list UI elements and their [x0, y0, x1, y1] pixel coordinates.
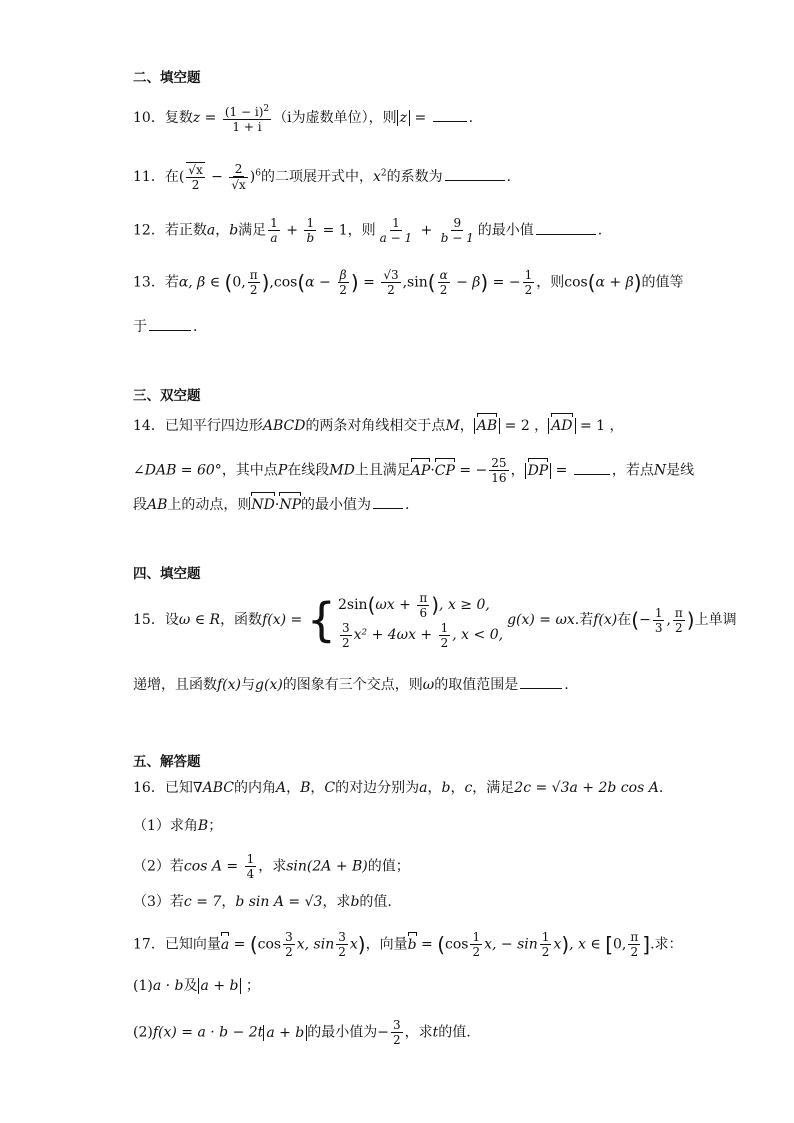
q17-p1-abs: a + b [198, 978, 242, 994]
q17-b-frac-1 [470, 930, 482, 959]
q17-domain-left: 0, [613, 936, 627, 953]
q14-text-2g: = [551, 462, 572, 479]
q12-frac-3 [378, 216, 414, 245]
q15-p2-frac-2-den: 2 [440, 635, 449, 650]
q17-a-frac-1-num: 3 [285, 930, 293, 944]
q16-side-a: a [419, 780, 428, 796]
section-heading-double-blank: 三、双空题 [133, 388, 201, 404]
q10-text: 复数 [164, 110, 193, 126]
q13-text-line2: 于 [133, 319, 147, 335]
q16-p2-expr: sin(2A + B) [286, 858, 368, 875]
q15-omega-2: ω [422, 677, 435, 693]
q14-text-3b: 上的动点，则 [167, 497, 252, 513]
q15-text: 设 [164, 612, 179, 628]
q14-vec-nd: ND [251, 497, 275, 513]
question-16-part-2 [133, 852, 410, 881]
q16-text-1b: 的内角 [233, 780, 276, 796]
q14-frac-num: 25 [491, 456, 507, 470]
answer-blank[interactable] [149, 316, 191, 331]
question-16-part-3 [133, 892, 392, 912]
q14-vec-ad: AD [551, 418, 573, 434]
q15-f-def: f(x) = [262, 612, 307, 628]
question-number: 16． [133, 780, 165, 796]
q13-rhs-1 [381, 268, 400, 297]
question-15-line2: 递增，且函数f(x)与g(x)的图象有三个交点，则ω的取值范围是 . [133, 674, 569, 695]
q11-var-x: x [372, 169, 381, 185]
q16-text-1a: 已知 [164, 780, 193, 796]
q14-point-p: P [277, 462, 288, 479]
q17-a-mid: x, sin [296, 936, 335, 953]
q17-vec-a: a [220, 936, 230, 953]
q14-text-2e: = − [454, 462, 488, 479]
q13-interval-frac [248, 268, 260, 297]
q17-p2-abs: a + b [263, 1025, 307, 1041]
q17-b-cos: cos [445, 936, 469, 953]
q14-vec-ab: AB [476, 418, 498, 434]
q17-p2-frac-den: 2 [393, 1033, 401, 1047]
q10-numerator: (1 − i) [224, 105, 264, 119]
q13-interval-left: 0, [232, 274, 246, 291]
q14-segment-md: MD [329, 462, 355, 479]
q12-frac-3-num: 1 [392, 216, 400, 230]
q17-p1-dot: a · b [152, 978, 184, 994]
q14-angle: ∠DAB = 60° [133, 462, 222, 479]
q13-iv-num: π [249, 268, 258, 282]
q15-p2-frac-num: 3 [341, 620, 350, 635]
q11-frac-b [229, 162, 247, 192]
q17-b-frac-2 [540, 930, 552, 959]
q14-vec-np: NP [279, 497, 302, 513]
q15-p2-cond: , x < 0, [452, 627, 504, 643]
q15-brace: { [306, 593, 336, 647]
q13-cos-2: cos [564, 274, 588, 291]
q16-p3-expr: b sin A = √3 [235, 894, 323, 910]
q15-gx: g(x) [255, 677, 283, 693]
q15-p2-frac-den: 2 [341, 635, 350, 650]
q13-cos-arg: α − [305, 274, 336, 291]
q12-text: 若正数 [164, 222, 207, 239]
q17-eq-2: = [416, 936, 438, 953]
q13-sin-frac-num: α [439, 268, 448, 282]
q13-sin-frac-den: 2 [439, 283, 448, 297]
question-17-part-1 [133, 976, 260, 996]
q16-p3-var: b [350, 894, 360, 910]
q15-piecewise [338, 590, 503, 650]
q13-eq: = [358, 274, 380, 291]
q17-a-frac-2 [336, 930, 348, 959]
q14-abcd: ABCD [262, 418, 306, 434]
q13-cos-frac [337, 268, 349, 297]
question-14 [133, 416, 624, 436]
q16-equation: 2c = √3a + 2b cos A [514, 780, 659, 796]
q10-eq2: = [410, 110, 431, 126]
q14-dot-2: · [274, 497, 280, 513]
q14-text-1a: 已知平行四边形 [164, 418, 263, 434]
q16-angle-c: C [324, 780, 336, 796]
q17-p2-fx: f(x) = a · b − 2t [152, 1024, 264, 1041]
q11-text-mid: 的二项展开式中， [260, 169, 373, 185]
q12-frac-4-num: 9 [453, 216, 462, 230]
q17-p2-label: (2) [133, 1024, 153, 1041]
q17-b-frac-1-num: 1 [472, 930, 481, 944]
q15-iv-2-num: π [674, 605, 683, 620]
question-16 [133, 778, 663, 798]
q14-point-m: M [445, 418, 460, 434]
q12-plus-2: + [416, 222, 437, 239]
q17-p2-text-e: ，求 [404, 1024, 433, 1041]
q15-text-2d: 的取值范围是 [434, 677, 519, 693]
q17-a-frac-1 [283, 930, 295, 959]
q12-frac-2 [304, 216, 316, 245]
q15-text-1d: 上单调 [694, 612, 737, 628]
answer-blank[interactable] [536, 220, 596, 235]
q13-cos: ,cos [269, 274, 298, 291]
q16-p3-sep: ， [221, 894, 236, 910]
q15-iv-frac-1 [653, 606, 665, 635]
q11-text-post: 的系数为 [386, 169, 443, 185]
q16-side-b: b [441, 780, 451, 796]
q17-text-1a: 已知向量 [164, 936, 221, 953]
q15-text-1b: .若 [574, 612, 594, 628]
answer-blank[interactable] [433, 107, 467, 122]
section-heading-fill-blank-4: 四、填空题 [133, 566, 201, 582]
q16-text-1c: 的对边分别为 [335, 780, 420, 796]
q11-power: 6 [255, 168, 261, 179]
q16-p2-cos: cos A = [183, 858, 243, 875]
q13-eq-2: = − [488, 274, 521, 291]
q16-p2-frac [245, 852, 257, 881]
q14-text-2f: ， [510, 462, 525, 479]
q14-frac-den: 16 [491, 471, 507, 485]
q16-p1-var: B [197, 818, 209, 834]
q12-sep: ， [215, 222, 230, 239]
q17-a-cos: cos [257, 936, 282, 953]
q15-p2-poly: x² + 4ωx + [353, 627, 437, 643]
q16-p3-text: （3）若 [133, 894, 184, 910]
answer-blank-2[interactable] [373, 494, 403, 509]
q15-g-def: g(x) = ωx [507, 612, 575, 628]
q17-b-mid: x, − sin [484, 936, 538, 953]
question-16-part-1 [133, 816, 222, 836]
q17-b-frac-2-num: 1 [541, 930, 550, 944]
q16-angle-a: A [275, 780, 287, 796]
q16-text-1e: . [658, 780, 664, 796]
q17-vec-b: b [407, 936, 417, 953]
q13-rhs-1-num: √3 [383, 268, 399, 282]
question-15: 15．设ω ∈ R，函数f(x) = { 2sin(ωx + $\frac{\pi}{6}$ ), x ≥ 0, $\frac{3}{2}$ x² + 4ωx + $\frac{1}{2}$ , x < 0, g(x) = ωx.若f(x)在(− $\frac{1}{3}$ , $\frac{\pi}{2}$ )上单调 [133, 590, 737, 650]
q12-eq: = 1，则 [318, 222, 376, 239]
q15-text-2b: 与 [241, 677, 256, 693]
question-10: 10．复数z = $\frac{(1 - i)^2}{1 + i}$ （i为虚数单位），则 z = . [133, 104, 474, 134]
q11-frac-a [186, 162, 204, 192]
q17-p2-var-t: t [432, 1024, 439, 1041]
q10-exp: 2 [263, 104, 270, 114]
q17-p2-frac-num: 3 [393, 1018, 401, 1032]
answer-blank[interactable] [520, 674, 562, 689]
q11-frac-b-num: 2 [234, 162, 243, 176]
q14-text-2d: 上且满足 [354, 462, 411, 479]
q15-iv-2-den: 2 [675, 620, 683, 635]
question-number: 11． [133, 169, 165, 185]
question-number: 10． [133, 110, 165, 126]
q12-frac-3-den: a − 1 [379, 231, 413, 245]
q13-iv-den: 2 [249, 283, 258, 297]
q15-text-1c: 在 [617, 612, 632, 628]
q15-iv-1-num: 1 [654, 605, 663, 620]
q17-p2-end: 的值. [438, 1024, 471, 1041]
q15-piece-1: 2sin(ωx + $\frac{\pi}{6}$ ), x ≥ 0, [337, 590, 490, 620]
q14-segment-ab: AB [147, 497, 168, 513]
q16-p3-c: c = 7 [183, 894, 222, 910]
q14-vec-cp: CP [434, 462, 455, 479]
q12-frac-2-den: b [306, 231, 315, 245]
q17-a-frac-1-den: 2 [285, 945, 293, 959]
q15-p1-sin: 2sin [337, 597, 368, 613]
q10-eq: = [200, 110, 221, 126]
answer-blank[interactable] [445, 166, 505, 181]
q12-text-post: 的最小值 [477, 222, 534, 239]
q15-text-1a: ，函数 [220, 612, 263, 628]
q17-b-x: x [553, 936, 562, 953]
q13-rhs-2-num: 1 [524, 268, 533, 282]
q14-text-1c: ， [459, 418, 474, 434]
q12-frac-1-den: a [270, 231, 278, 245]
q16-text-1d: ，满足 [472, 780, 515, 796]
q11-minus: − [206, 169, 228, 185]
q11-frac-a-den: 2 [191, 178, 200, 192]
q13-cos-frac-num: β [339, 268, 347, 282]
q15-text-2a: 递增，且函数 [133, 677, 217, 693]
q10-fraction [223, 102, 271, 134]
section-heading-fill-blank-2: 二、填空题 [133, 70, 201, 86]
q14-text-2c: 在线段 [287, 462, 330, 479]
q16-p2-text: （2）若 [133, 858, 184, 875]
q13-text-tail: 的值等 [641, 274, 684, 291]
q13-rhs-2 [523, 268, 535, 297]
q13-cos-frac-den: 2 [339, 283, 347, 297]
q16-p2-frac-den: 4 [246, 867, 255, 881]
q14-vec-ap: AP [410, 462, 431, 479]
q10-var-z: z [192, 110, 201, 126]
q13-sin-arg: − β [451, 274, 481, 291]
q12-frac-4 [439, 216, 476, 245]
q15-p1-frac-num: π [419, 590, 428, 605]
q16-side-c: c [464, 780, 473, 796]
q15-p1-frac-den: 6 [419, 605, 428, 620]
q10-denominator: 1 + i [232, 120, 262, 134]
q12-text-mid: 满足 [238, 222, 267, 239]
question-14-line3: 段AB上的动点，则ND·NP的最小值为 . [133, 494, 409, 515]
q14-fraction [489, 456, 508, 485]
q17-a-frac-2-den: 2 [338, 945, 346, 959]
q17-b-frac-2-den: 2 [541, 945, 550, 959]
q13-cos-2-arg: α + β [595, 274, 634, 291]
q16-p1-text: （1）求角 [133, 818, 198, 834]
q12-plus: + [281, 222, 303, 239]
q11-close: ) [249, 169, 256, 185]
q15-p1-frac [417, 591, 429, 620]
q15-iv-1-den: 3 [654, 620, 663, 635]
answer-blank-1[interactable] [574, 460, 610, 475]
q16-angle-b: B [300, 780, 311, 796]
q14-text-2h: ，若点 [611, 462, 654, 479]
q17-p1-end: ； [241, 978, 260, 994]
q16-c3: ， [427, 780, 442, 796]
q14-text-3c: 的最小值为 [301, 497, 372, 513]
q15-iv-sep: , [666, 612, 671, 628]
q12-frac-1 [268, 216, 280, 245]
question-11: 11．在( $\frac{√x}{2}$ − $\frac{2}{√x}$ )$^6$的二项展开式中，$x^2$的系数为 ． [133, 162, 521, 192]
question-number: 17． [133, 936, 165, 953]
question-13-cont: 于 ． [133, 316, 207, 337]
q12-frac-4-den: b − 1 [440, 231, 474, 245]
q16-c1: ， [286, 780, 301, 796]
q15-fx-2: f(x) [217, 677, 242, 693]
q14-text-1e: = 1 ， [575, 418, 624, 434]
q13-sin: ,sin [402, 274, 428, 291]
q12-frac-2-num: 1 [306, 216, 315, 230]
question-17: 17．已知向量a = (cos $\frac{3}{2}$ x, sin $\frac{3}{2}$ x)，向量b = (cos $\frac{1}{2}$ x, − sin $\frac{1}{2}$ x), x ∈ [0, $\frac{\pi}{2}$ ].求： [133, 930, 683, 959]
q17-p2-frac [391, 1018, 403, 1047]
q16-p1-end: ； [208, 818, 223, 834]
q15-p1-arg: ωx + [375, 597, 416, 613]
q17-a-x: x [349, 936, 358, 953]
q17-p2-text: 的最小值为 [307, 1024, 378, 1041]
q14-text-1d: = 2 ， [500, 418, 549, 434]
question-14-line2 [133, 456, 694, 485]
q11-frac-b-den: √x [231, 178, 246, 192]
question-number: 15． [133, 612, 165, 628]
question-12: 12．若正数a，b满足 $\frac{1}{a}$ + $\frac{1}{b}$ = 1，则 $\frac{1}{a - 1}$ + $\frac{9}{b - 1}$ 的最小值 . [133, 216, 603, 245]
q16-c2: ， [310, 780, 325, 796]
q14-text-1b: 的两条对角线相交于点 [305, 418, 446, 434]
q15-text-2c: 的图象有三个交点，则 [282, 677, 423, 693]
q14-dot: · [430, 462, 435, 479]
q16-p2-frac-num: 1 [246, 852, 255, 866]
q13-vars: α, β ∈ [178, 274, 225, 291]
q12-var-a: a [206, 222, 216, 239]
q14-point-n: N [653, 462, 667, 479]
q13-text-post: ，则 [536, 274, 565, 291]
q17-text-1b: ，向量 [365, 936, 408, 953]
q16-triangle: ∇ABC [192, 780, 234, 796]
q17-domain-num: π [630, 930, 639, 944]
q17-domain-den: 2 [630, 945, 639, 959]
q17-domain-frac [628, 930, 640, 959]
q13-rhs-1-den: 2 [387, 283, 395, 297]
q15-iv-minus: − [639, 612, 651, 628]
section-heading-solutions: 五、解答题 [133, 754, 201, 770]
q12-var-b: b [229, 222, 239, 239]
q16-c4: ， [450, 780, 465, 796]
q15-omega: ω ∈ R [178, 612, 221, 628]
q15-p2-frac [340, 621, 352, 650]
q10-text-mid: （i为虚数单位），则 [273, 110, 397, 126]
q11-frac-a-num: √x [188, 163, 203, 177]
q15-iv-frac-2 [673, 606, 685, 635]
q14-text-2b: ，其中点 [221, 462, 278, 479]
q15-piece-2 [338, 620, 503, 650]
question-number: 13． [133, 274, 165, 291]
q17-p1-label: (1) [133, 978, 153, 994]
question-number: 14． [133, 418, 165, 434]
q10-abs-z: z [397, 110, 410, 126]
q14-text-3a: 段 [133, 497, 147, 513]
q17-eq-1: = [229, 936, 250, 953]
q13-sin-frac [438, 268, 450, 297]
q17-b-frac-1-den: 2 [472, 945, 481, 959]
q16-p3-end: 的值. [359, 894, 392, 910]
q16-p2-text-b: ，求 [258, 858, 287, 875]
question-17-part-2: (2)f(x) = a · b − 2t a + b 的最小值为− $\frac{3}{2}$ ，求t的值. [133, 1018, 471, 1047]
q11-text: 在( [164, 169, 185, 185]
q16-p3-text-d: ，求 [322, 894, 351, 910]
q15-p2-frac-2 [439, 621, 451, 650]
q17-text-1c: .求： [650, 936, 683, 953]
q13-text: 若 [164, 274, 179, 291]
q15-p1-cond: , x ≥ 0, [439, 597, 490, 613]
q15-p2-frac-2-num: 1 [440, 620, 449, 635]
q16-p2-end: 的值； [367, 858, 410, 875]
question-number: 12． [133, 222, 165, 239]
q11-x-exp: 2 [380, 168, 387, 179]
q14-text-2i: 是线 [666, 462, 695, 479]
q17-p1-and: 及 [183, 978, 198, 994]
q14-vec-dp: DP [527, 462, 549, 479]
q17-a-frac-2-num: 3 [338, 930, 346, 944]
q17-domain: , x ∈ [569, 936, 606, 953]
question-13: 13．若α, β ∈ (0, $\frac{\pi}{2}$ ),cos(α − $\frac{\beta}{2}$ ) = $\frac{√3}{2}$ ,sin( $\frac{\alpha}{2}$ − β) = − $\frac{1}{2}$ ，则cos(α + β)的值等 [133, 268, 684, 297]
q12-frac-1-num: 1 [270, 216, 278, 230]
q15-fx: f(x) [593, 612, 618, 628]
q13-rhs-2-den: 2 [524, 283, 533, 297]
